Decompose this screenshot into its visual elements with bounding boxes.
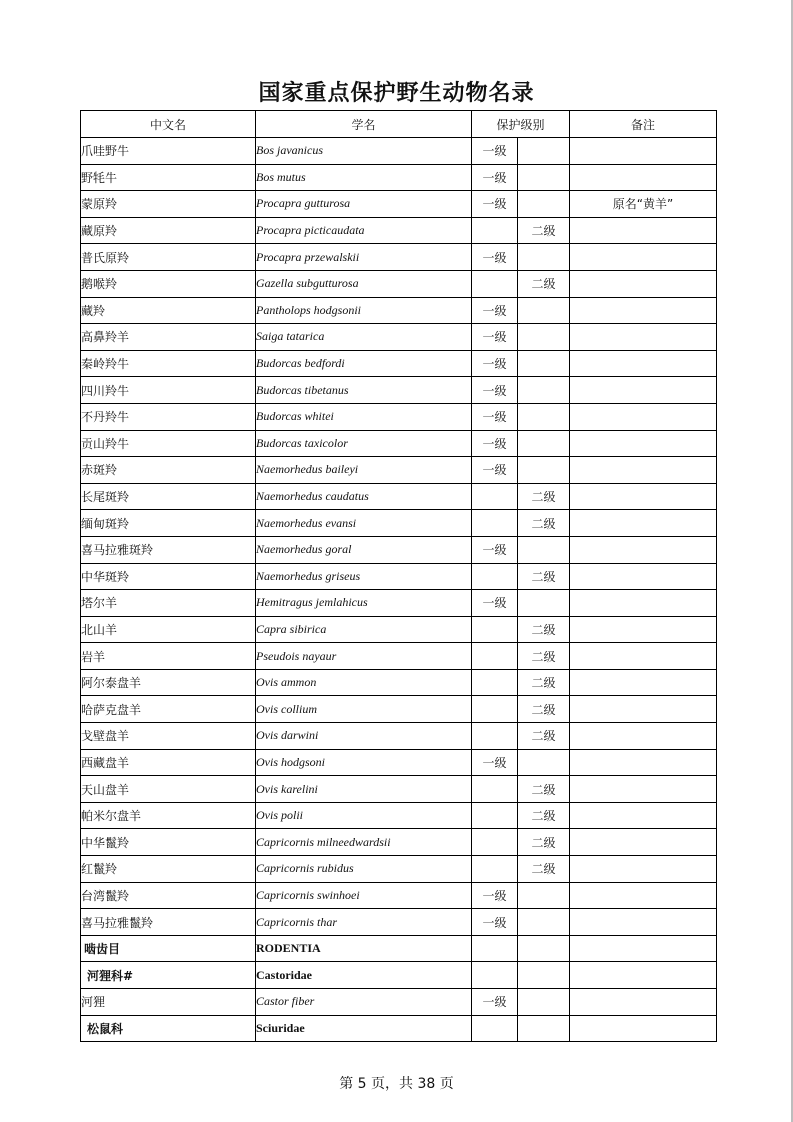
sci-name-cell: Naemorhedus goral bbox=[256, 536, 472, 563]
note-cell bbox=[570, 510, 717, 537]
level-2-cell: 二级 bbox=[518, 616, 570, 643]
table-row bbox=[81, 244, 717, 271]
level-2-cell bbox=[518, 749, 570, 776]
table-row bbox=[81, 138, 717, 165]
level-2-cell bbox=[518, 191, 570, 218]
level-1-cell bbox=[472, 723, 518, 750]
table-row bbox=[81, 669, 717, 696]
level-1-cell bbox=[472, 696, 518, 723]
table-row bbox=[81, 430, 717, 457]
cn-name-cell: 岩羊 bbox=[81, 643, 256, 670]
table-row bbox=[81, 350, 717, 377]
sci-name-cell: Capricornis rubidus bbox=[256, 856, 472, 883]
note-cell bbox=[570, 138, 717, 165]
level-2-cell bbox=[518, 989, 570, 1016]
note-cell bbox=[570, 270, 717, 297]
table-row bbox=[81, 590, 717, 617]
note-cell bbox=[570, 909, 717, 936]
sci-name-cell: Procapra gutturosa bbox=[256, 191, 472, 218]
note-cell bbox=[570, 1015, 717, 1042]
header-note: 备注 bbox=[570, 111, 717, 138]
note-cell bbox=[570, 217, 717, 244]
level-2-cell bbox=[518, 164, 570, 191]
level-2-cell: 二级 bbox=[518, 696, 570, 723]
level-2-cell: 二级 bbox=[518, 776, 570, 803]
level-2-cell: 二级 bbox=[518, 483, 570, 510]
note-cell bbox=[570, 483, 717, 510]
note-cell bbox=[570, 590, 717, 617]
note-cell bbox=[570, 430, 717, 457]
level-1-cell: 一级 bbox=[472, 909, 518, 936]
note-cell bbox=[570, 829, 717, 856]
level-1-cell bbox=[472, 776, 518, 803]
level-2-cell bbox=[518, 324, 570, 351]
note-cell bbox=[570, 350, 717, 377]
table-row bbox=[81, 802, 717, 829]
note-cell bbox=[570, 377, 717, 404]
table-row bbox=[81, 829, 717, 856]
level-1-cell: 一级 bbox=[472, 989, 518, 1016]
note-cell bbox=[570, 244, 717, 271]
level-2-cell: 二级 bbox=[518, 802, 570, 829]
note-cell bbox=[570, 164, 717, 191]
level-1-cell bbox=[472, 829, 518, 856]
level-1-cell bbox=[472, 856, 518, 883]
sci-name-cell: Ovis hodgsoni bbox=[256, 749, 472, 776]
note-cell bbox=[570, 749, 717, 776]
note-cell bbox=[570, 616, 717, 643]
cn-name-cell: 野牦牛 bbox=[81, 164, 256, 191]
table-row bbox=[81, 377, 717, 404]
level-2-cell bbox=[518, 882, 570, 909]
level-1-cell: 一级 bbox=[472, 430, 518, 457]
cn-name-cell: 松鼠科 bbox=[81, 1015, 256, 1042]
level-2-cell bbox=[518, 536, 570, 563]
table-row bbox=[81, 217, 717, 244]
sci-name-cell: RODENTIA bbox=[256, 935, 472, 962]
level-1-cell: 一级 bbox=[472, 457, 518, 484]
header-cn-name: 中文名 bbox=[81, 111, 256, 138]
sci-name-cell: Naemorhedus evansi bbox=[256, 510, 472, 537]
cn-name-cell: 台湾鬣羚 bbox=[81, 882, 256, 909]
table-row bbox=[81, 856, 717, 883]
level-2-cell bbox=[518, 962, 570, 989]
level-1-cell bbox=[472, 510, 518, 537]
cn-name-cell: 缅甸斑羚 bbox=[81, 510, 256, 537]
cn-name-cell: 普氏原羚 bbox=[81, 244, 256, 271]
cn-name-cell: 红鬣羚 bbox=[81, 856, 256, 883]
sci-name-cell: Naemorhedus griseus bbox=[256, 563, 472, 590]
level-2-cell bbox=[518, 909, 570, 936]
level-1-cell: 一级 bbox=[472, 191, 518, 218]
cn-name-cell: 阿尔泰盘羊 bbox=[81, 669, 256, 696]
table-row bbox=[81, 403, 717, 430]
sci-name-cell: Bos mutus bbox=[256, 164, 472, 191]
sci-name-cell: Ovis darwini bbox=[256, 723, 472, 750]
cn-name-cell: 北山羊 bbox=[81, 616, 256, 643]
cn-name-cell: 爪哇野牛 bbox=[81, 138, 256, 165]
note-cell bbox=[570, 324, 717, 351]
table-row bbox=[81, 776, 717, 803]
level-2-cell bbox=[518, 297, 570, 324]
level-2-cell: 二级 bbox=[518, 563, 570, 590]
level-1-cell: 一级 bbox=[472, 882, 518, 909]
table-row bbox=[81, 616, 717, 643]
cn-name-cell: 蒙原羚 bbox=[81, 191, 256, 218]
sci-name-cell: Castoridae bbox=[256, 962, 472, 989]
table-header-row bbox=[81, 111, 717, 138]
note-cell bbox=[570, 935, 717, 962]
table-row bbox=[81, 989, 717, 1016]
sci-name-cell: Naemorhedus caudatus bbox=[256, 483, 472, 510]
cn-name-cell: 秦岭羚牛 bbox=[81, 350, 256, 377]
cn-name-cell: 帕米尔盘羊 bbox=[81, 802, 256, 829]
note-cell bbox=[570, 802, 717, 829]
cn-name-cell: 长尾斑羚 bbox=[81, 483, 256, 510]
table-row bbox=[81, 696, 717, 723]
level-2-cell bbox=[518, 935, 570, 962]
table-row bbox=[81, 723, 717, 750]
sci-name-cell: Bos javanicus bbox=[256, 138, 472, 165]
level-1-cell: 一级 bbox=[472, 536, 518, 563]
cn-name-cell: 藏羚 bbox=[81, 297, 256, 324]
note-cell bbox=[570, 536, 717, 563]
cn-name-cell: 哈萨克盘羊 bbox=[81, 696, 256, 723]
level-1-cell: 一级 bbox=[472, 403, 518, 430]
level-2-cell: 二级 bbox=[518, 217, 570, 244]
level-1-cell bbox=[472, 270, 518, 297]
note-cell bbox=[570, 856, 717, 883]
table-row bbox=[81, 483, 717, 510]
cn-name-cell: 喜马拉雅鬣羚 bbox=[81, 909, 256, 936]
sci-name-cell: Ovis polii bbox=[256, 802, 472, 829]
level-1-cell bbox=[472, 802, 518, 829]
sci-name-cell: Pseudois nayaur bbox=[256, 643, 472, 670]
note-cell bbox=[570, 563, 717, 590]
cn-name-cell: 河狸 bbox=[81, 989, 256, 1016]
cn-name-cell: 天山盘羊 bbox=[81, 776, 256, 803]
level-1-cell bbox=[472, 616, 518, 643]
sci-name-cell: Capricornis swinhoei bbox=[256, 882, 472, 909]
level-2-cell: 二级 bbox=[518, 643, 570, 670]
table-row bbox=[81, 563, 717, 590]
level-2-cell bbox=[518, 457, 570, 484]
table-row bbox=[81, 270, 717, 297]
table-row bbox=[81, 536, 717, 563]
table-row bbox=[81, 510, 717, 537]
level-1-cell: 一级 bbox=[472, 749, 518, 776]
note-cell: 原名“黄羊” bbox=[570, 191, 717, 218]
note-cell bbox=[570, 643, 717, 670]
page-title: 国家重点保护野生动物名录 bbox=[258, 81, 535, 106]
page-footer: 第 5 页，共 38 页 bbox=[339, 1076, 454, 1092]
level-1-cell bbox=[472, 1015, 518, 1042]
sci-name-cell: Procapra przewalskii bbox=[256, 244, 472, 271]
table-row bbox=[81, 749, 717, 776]
cn-name-cell: 啮齿目 bbox=[81, 935, 256, 962]
cn-name-cell: 四川羚牛 bbox=[81, 377, 256, 404]
level-2-cell bbox=[518, 138, 570, 165]
cn-name-cell: 赤斑羚 bbox=[81, 457, 256, 484]
level-1-cell: 一级 bbox=[472, 138, 518, 165]
level-2-cell: 二级 bbox=[518, 856, 570, 883]
note-cell bbox=[570, 723, 717, 750]
level-2-cell: 二级 bbox=[518, 829, 570, 856]
sci-name-cell: Capra sibirica bbox=[256, 616, 472, 643]
sci-name-cell: Hemitragus jemlahicus bbox=[256, 590, 472, 617]
note-cell bbox=[570, 457, 717, 484]
table-row bbox=[81, 297, 717, 324]
cn-name-cell: 高鼻羚羊 bbox=[81, 324, 256, 351]
cn-name-cell: 鹅喉羚 bbox=[81, 270, 256, 297]
sci-name-cell: Budorcas tibetanus bbox=[256, 377, 472, 404]
sci-name-cell: Gazella subgutturosa bbox=[256, 270, 472, 297]
level-1-cell bbox=[472, 483, 518, 510]
level-2-cell: 二级 bbox=[518, 669, 570, 696]
sci-name-cell: Pantholops hodgsonii bbox=[256, 297, 472, 324]
level-2-cell: 二级 bbox=[518, 723, 570, 750]
table-row bbox=[81, 909, 717, 936]
note-cell bbox=[570, 297, 717, 324]
sci-name-cell: Ovis ammon bbox=[256, 669, 472, 696]
level-1-cell bbox=[472, 935, 518, 962]
header-sci-name: 学名 bbox=[256, 111, 472, 138]
sci-name-cell: Budorcas whitei bbox=[256, 403, 472, 430]
table-row bbox=[81, 643, 717, 670]
level-1-cell bbox=[472, 643, 518, 670]
note-cell bbox=[570, 882, 717, 909]
level-1-cell: 一级 bbox=[472, 350, 518, 377]
level-2-cell bbox=[518, 377, 570, 404]
level-1-cell bbox=[472, 217, 518, 244]
level-2-cell: 二级 bbox=[518, 510, 570, 537]
sci-name-cell: Capricornis thar bbox=[256, 909, 472, 936]
table-row bbox=[81, 457, 717, 484]
level-1-cell: 一级 bbox=[472, 244, 518, 271]
note-cell bbox=[570, 669, 717, 696]
level-2-cell bbox=[518, 590, 570, 617]
sci-name-cell: Budorcas taxicolor bbox=[256, 430, 472, 457]
note-cell bbox=[570, 403, 717, 430]
cn-name-cell: 塔尔羊 bbox=[81, 590, 256, 617]
cn-name-cell: 戈壁盘羊 bbox=[81, 723, 256, 750]
note-cell bbox=[570, 696, 717, 723]
cn-name-cell: 不丹羚牛 bbox=[81, 403, 256, 430]
level-1-cell: 一级 bbox=[472, 324, 518, 351]
species-table bbox=[80, 110, 717, 1042]
table-row bbox=[81, 191, 717, 218]
level-2-cell bbox=[518, 244, 570, 271]
note-cell bbox=[570, 989, 717, 1016]
level-1-cell: 一级 bbox=[472, 377, 518, 404]
level-1-cell bbox=[472, 962, 518, 989]
sci-name-cell: Saiga tatarica bbox=[256, 324, 472, 351]
family-row bbox=[81, 1015, 717, 1042]
header-protection-level: 保护级别 bbox=[472, 111, 570, 138]
sci-name-cell: Ovis karelini bbox=[256, 776, 472, 803]
sci-name-cell: Ovis collium bbox=[256, 696, 472, 723]
level-2-cell: 二级 bbox=[518, 270, 570, 297]
sci-name-cell: Procapra picticaudata bbox=[256, 217, 472, 244]
sci-name-cell: Naemorhedus baileyi bbox=[256, 457, 472, 484]
level-2-cell bbox=[518, 350, 570, 377]
table-row bbox=[81, 324, 717, 351]
level-2-cell bbox=[518, 430, 570, 457]
note-cell bbox=[570, 776, 717, 803]
table-row bbox=[81, 164, 717, 191]
table-row bbox=[81, 882, 717, 909]
cn-name-cell: 藏原羚 bbox=[81, 217, 256, 244]
cn-name-cell: 中华鬣羚 bbox=[81, 829, 256, 856]
sci-name-cell: Budorcas bedfordi bbox=[256, 350, 472, 377]
level-1-cell: 一级 bbox=[472, 164, 518, 191]
level-1-cell: 一级 bbox=[472, 590, 518, 617]
sci-name-cell: Sciuridae bbox=[256, 1015, 472, 1042]
level-1-cell: 一级 bbox=[472, 297, 518, 324]
cn-name-cell: 喜马拉雅斑羚 bbox=[81, 536, 256, 563]
level-1-cell bbox=[472, 563, 518, 590]
level-2-cell bbox=[518, 403, 570, 430]
cn-name-cell: 西藏盘羊 bbox=[81, 749, 256, 776]
level-2-cell bbox=[518, 1015, 570, 1042]
cn-name-cell: 中华斑羚 bbox=[81, 563, 256, 590]
sci-name-cell: Capricornis milneedwardsii bbox=[256, 829, 472, 856]
level-1-cell bbox=[472, 669, 518, 696]
cn-name-cell: 河狸科# bbox=[81, 962, 256, 989]
order-row bbox=[81, 935, 717, 962]
cn-name-cell: 贡山羚牛 bbox=[81, 430, 256, 457]
note-cell bbox=[570, 962, 717, 989]
sci-name-cell: Castor fiber bbox=[256, 989, 472, 1016]
family-row bbox=[81, 962, 717, 989]
